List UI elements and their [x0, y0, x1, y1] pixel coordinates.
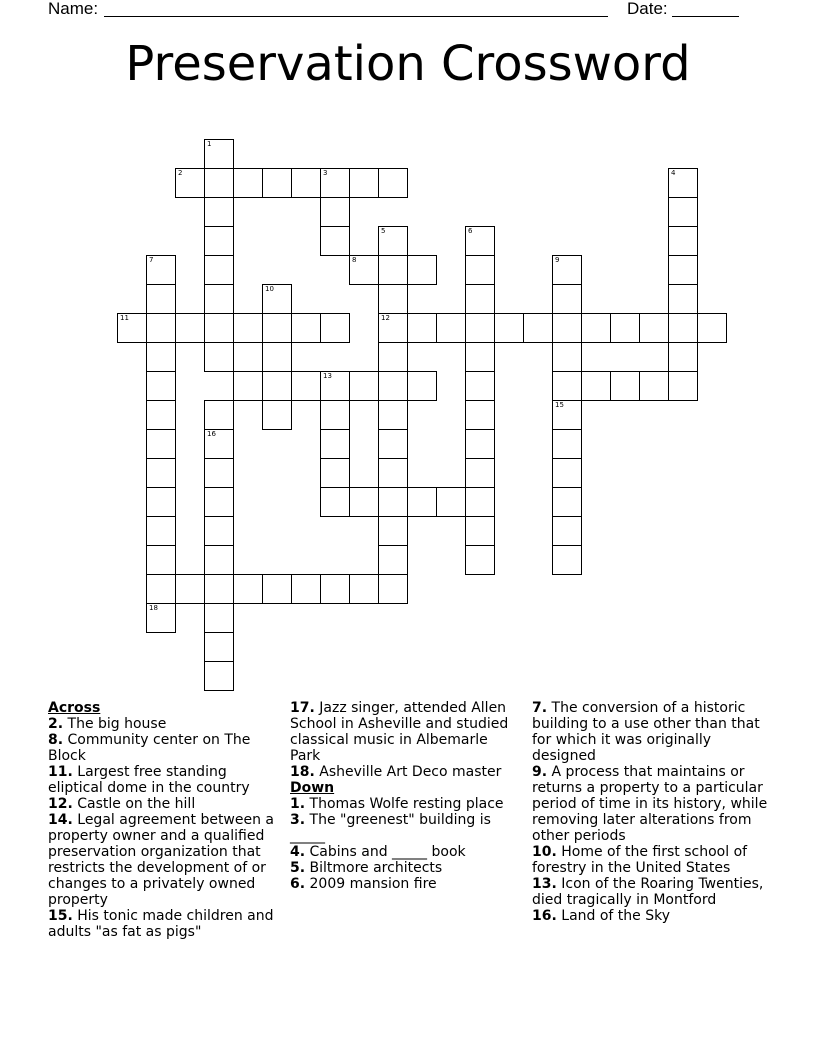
grid-cell[interactable] — [668, 284, 698, 314]
grid-cell[interactable] — [378, 226, 408, 256]
grid-cell[interactable] — [668, 197, 698, 227]
grid-cell[interactable] — [552, 487, 582, 517]
clue-number: 11 — [120, 314, 129, 322]
grid-cell[interactable] — [204, 429, 234, 459]
clue-across-18: 18. Asheville Art Deco master — [290, 764, 502, 780]
grid-cell[interactable] — [146, 313, 176, 343]
grid-cell[interactable] — [146, 516, 176, 546]
grid-cell[interactable] — [146, 284, 176, 314]
grid-cell[interactable] — [465, 255, 495, 285]
clue-across-2: 2. The big house — [48, 716, 167, 732]
grid-cell[interactable] — [204, 313, 234, 343]
grid-cell[interactable] — [320, 313, 350, 343]
down-heading: Down — [290, 780, 335, 796]
grid-cell[interactable] — [407, 487, 437, 517]
clue-number: 5 — [381, 227, 386, 235]
clue-down-13: 13. Icon of the Roaring Twenties, died tragically in Montford — [532, 876, 764, 908]
across-heading: Across — [48, 700, 101, 716]
grid-cell[interactable] — [233, 168, 263, 198]
grid-cell[interactable] — [204, 545, 234, 575]
clue-down-9: 9. A process that maintains or returns a property to a particular period of time in its history, while removing later alterations from other periods — [532, 764, 768, 844]
clue-number: 13 — [323, 372, 332, 380]
grid-cell[interactable] — [610, 371, 640, 401]
clue-number: 4 — [671, 169, 676, 177]
clue-across-11: 11. Largest free standing eliptical dome in the country — [48, 764, 250, 796]
grid-cell[interactable] — [494, 313, 524, 343]
date-label: Date: — [627, 0, 668, 18]
grid-cell[interactable] — [407, 313, 437, 343]
grid-cell[interactable] — [146, 429, 176, 459]
grid-cell[interactable] — [320, 458, 350, 488]
grid-cell[interactable] — [697, 313, 727, 343]
clue-down-7: 7. The conversion of a historic building to a use other than that for which it was originally designed — [532, 700, 760, 764]
grid-cell[interactable] — [378, 313, 408, 343]
grid-cell[interactable] — [552, 458, 582, 488]
grid-cell[interactable] — [552, 284, 582, 314]
grid-cell[interactable] — [291, 168, 321, 198]
name-label: Name: — [48, 0, 99, 18]
grid-cell[interactable] — [668, 371, 698, 401]
grid-cell[interactable] — [233, 313, 263, 343]
grid-cell[interactable] — [262, 168, 292, 198]
grid-cell[interactable] — [378, 342, 408, 372]
grid-cell[interactable] — [349, 168, 379, 198]
clue-number: 7 — [149, 256, 154, 264]
grid-cell[interactable] — [204, 168, 234, 198]
clue-down-6: 6. 2009 mansion fire — [290, 876, 437, 892]
grid-cell[interactable] — [552, 429, 582, 459]
grid-cell[interactable] — [407, 371, 437, 401]
clues-column-1 — [48, 700, 284, 940]
grid-cell[interactable] — [465, 545, 495, 575]
grid-cell[interactable] — [639, 313, 669, 343]
grid-cell[interactable] — [204, 226, 234, 256]
clue-number: 6 — [468, 227, 473, 235]
grid-cell[interactable] — [378, 458, 408, 488]
grid-cell[interactable] — [378, 255, 408, 285]
clue-across-8: 8. Community center on The Block — [48, 732, 251, 764]
grid-cell[interactable] — [552, 400, 582, 430]
grid-cell[interactable] — [465, 313, 495, 343]
clue-across-17: 17. Jazz singer, attended Allen School in Asheville and studied classical music in Albemarle Park — [290, 700, 509, 764]
grid-cell[interactable] — [552, 313, 582, 343]
clue-down-4: 4. Cabins and _____ book — [290, 844, 466, 860]
grid-cell[interactable] — [146, 603, 176, 633]
grid-cell[interactable] — [204, 197, 234, 227]
clue-number: 2 — [178, 169, 183, 177]
grid-cell[interactable] — [204, 516, 234, 546]
grid-cell[interactable] — [233, 371, 263, 401]
grid-cell[interactable] — [378, 400, 408, 430]
grid-cell[interactable] — [465, 342, 495, 372]
grid-cell[interactable] — [349, 487, 379, 517]
grid-cell[interactable] — [175, 313, 205, 343]
clue-down-1: 1. Thomas Wolfe resting place — [290, 796, 504, 812]
clues-column-2 — [290, 700, 522, 892]
grid-cell[interactable] — [668, 313, 698, 343]
clues-column-3 — [532, 700, 768, 924]
grid-cell[interactable] — [320, 429, 350, 459]
clue-number: 12 — [381, 314, 390, 322]
grid-cell[interactable] — [552, 545, 582, 575]
grid-cell[interactable] — [378, 487, 408, 517]
grid-cell[interactable] — [465, 400, 495, 430]
grid-cell[interactable] — [320, 168, 350, 198]
grid-cell[interactable] — [581, 371, 611, 401]
grid-cell[interactable] — [204, 342, 234, 372]
grid-cell[interactable] — [117, 313, 147, 343]
grid-cell[interactable] — [146, 400, 176, 430]
grid-cell[interactable] — [320, 197, 350, 227]
grid-cell[interactable] — [465, 371, 495, 401]
grid-cell[interactable] — [668, 342, 698, 372]
grid-cell[interactable] — [204, 603, 234, 633]
grid-cell[interactable] — [146, 371, 176, 401]
grid-cell[interactable] — [465, 429, 495, 459]
grid-cell[interactable] — [378, 371, 408, 401]
grid-cell[interactable] — [378, 574, 408, 604]
grid-cell[interactable] — [523, 313, 553, 343]
grid-cell[interactable] — [349, 255, 379, 285]
grid-cell[interactable] — [465, 487, 495, 517]
clue-number: 18 — [149, 604, 158, 612]
grid-cell[interactable] — [552, 516, 582, 546]
clue-down-16: 16. Land of the Sky — [532, 908, 671, 924]
grid-cell[interactable] — [378, 516, 408, 546]
grid-cell[interactable] — [262, 400, 292, 430]
grid-cell[interactable] — [668, 255, 698, 285]
grid-cell[interactable] — [320, 400, 350, 430]
grid-cell[interactable] — [262, 371, 292, 401]
grid-cell[interactable] — [204, 255, 234, 285]
grid-cell[interactable] — [378, 429, 408, 459]
grid-cell[interactable] — [465, 226, 495, 256]
grid-cell[interactable] — [378, 168, 408, 198]
clue-number: 3 — [323, 169, 328, 177]
grid-cell[interactable] — [204, 632, 234, 662]
grid-cell[interactable] — [552, 371, 582, 401]
grid-cell[interactable] — [320, 574, 350, 604]
clue-down-5: 5. Biltmore architects — [290, 860, 443, 876]
grid-cell[interactable] — [378, 545, 408, 575]
grid-cell[interactable] — [668, 226, 698, 256]
grid-cell[interactable] — [146, 255, 176, 285]
grid-cell[interactable] — [146, 342, 176, 372]
grid-cell[interactable] — [233, 574, 263, 604]
grid-cell[interactable] — [610, 313, 640, 343]
clue-number: 1 — [207, 140, 212, 148]
grid-cell[interactable] — [668, 168, 698, 198]
grid-cell[interactable] — [204, 574, 234, 604]
grid-cell[interactable] — [204, 487, 234, 517]
clue-across-14: 14. Legal agreement between a property owner and a qualified preservation organization that restricts the development of or changes to a privately owned property — [48, 812, 275, 908]
grid-cell[interactable] — [378, 284, 408, 314]
grid-cell[interactable] — [320, 226, 350, 256]
clue-across-15: 15. His tonic made children and adults "as fat as pigs" — [48, 908, 274, 940]
grid-cell[interactable] — [204, 661, 234, 691]
grid-cell[interactable] — [204, 400, 234, 430]
grid-cell[interactable] — [291, 574, 321, 604]
clue-down-10: 10. Home of the first school of forestry in the United States — [532, 844, 748, 876]
clue-number: 8 — [352, 256, 357, 264]
clue-number: 9 — [555, 256, 560, 264]
grid-cell[interactable] — [349, 574, 379, 604]
grid-cell[interactable] — [320, 371, 350, 401]
grid-cell[interactable] — [262, 342, 292, 372]
grid-cell[interactable] — [262, 574, 292, 604]
clue-number: 16 — [207, 430, 216, 438]
grid-cell[interactable] — [146, 458, 176, 488]
grid-cell[interactable] — [262, 313, 292, 343]
grid-cell[interactable] — [146, 487, 176, 517]
clue-number: 10 — [265, 285, 274, 293]
grid-cell[interactable] — [291, 313, 321, 343]
grid-cell[interactable] — [465, 284, 495, 314]
grid-cell[interactable] — [581, 313, 611, 343]
clue-number: 15 — [555, 401, 564, 409]
clue-down-3: 3. The "greenest" building is _____ — [290, 812, 491, 844]
grid-cell[interactable] — [175, 574, 205, 604]
grid-cell[interactable] — [436, 487, 466, 517]
grid-cell[interactable] — [465, 458, 495, 488]
grid-cell[interactable] — [320, 487, 350, 517]
grid-cell[interactable] — [262, 284, 292, 314]
grid-cell[interactable] — [639, 371, 669, 401]
grid-cell[interactable] — [291, 371, 321, 401]
grid-cell[interactable] — [465, 516, 495, 546]
clue-across-12: 12. Castle on the hill — [48, 796, 196, 812]
page-title: Preservation Crossword — [125, 36, 691, 92]
grid-cell[interactable] — [204, 458, 234, 488]
grid-cell[interactable] — [175, 168, 205, 198]
grid-cell[interactable] — [436, 313, 466, 343]
grid-cell[interactable] — [552, 342, 582, 372]
grid-cell[interactable] — [204, 139, 234, 169]
grid-cell[interactable] — [146, 574, 176, 604]
grid-cell[interactable] — [146, 545, 176, 575]
grid-cell[interactable] — [204, 284, 234, 314]
grid-cell[interactable] — [407, 255, 437, 285]
grid-cell[interactable] — [349, 371, 379, 401]
grid-cell[interactable] — [552, 255, 582, 285]
